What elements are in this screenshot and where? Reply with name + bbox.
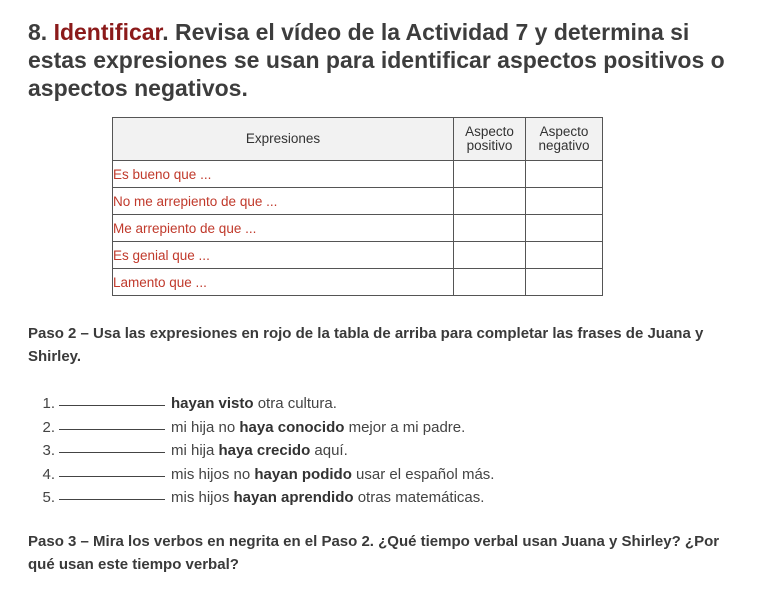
answer-blank[interactable] [59, 438, 165, 453]
item-number: 5. [42, 489, 55, 506]
activity-keyword: Identificar [53, 19, 163, 45]
activity-heading [28, 18, 748, 102]
header-aspecto-positivo [454, 118, 526, 161]
list-item [28, 415, 494, 439]
item-post: aquí. [310, 442, 348, 459]
expression-cell: Es bueno que ... [113, 161, 454, 188]
item-post: usar el español más. [351, 465, 495, 483]
answer-blank[interactable] [59, 415, 165, 430]
answer-blank[interactable] [59, 485, 165, 500]
table-row [113, 161, 603, 188]
negativo-cell[interactable] [526, 215, 603, 242]
list-item [28, 438, 494, 462]
header-aspecto-negativo [526, 118, 603, 161]
item-number: 4. [42, 465, 55, 483]
list-item [28, 391, 494, 415]
table-row [113, 215, 603, 242]
paso-2-instructions: Paso 2 – Usa las expresiones en rojo de la tabla de arriba para completar las frases de Juana y Shirley. [28, 325, 704, 365]
item-pre: mi hija no [171, 418, 240, 436]
expression-cell: No me arrepiento de que ... [113, 188, 454, 215]
item-post: mejor a mi padre. [344, 418, 466, 436]
item-number: 1. [42, 395, 55, 412]
positivo-cell[interactable] [454, 161, 526, 188]
table-row [113, 242, 603, 269]
header-positivo-line2: positivo [466, 138, 513, 153]
activity-instructions: . Revisa el vídeo de la Actividad 7 y determina si estas expresiones se usan para identificar aspectos positivos o aspectos negativos. [28, 19, 725, 101]
item-pre: mi hija [171, 442, 219, 459]
header-negativo-line2: negativo [538, 138, 590, 153]
header-positivo-line1: Aspecto [465, 124, 514, 139]
negativo-cell[interactable] [526, 188, 603, 215]
positivo-cell[interactable] [454, 215, 526, 242]
item-pre: mis hijos no [171, 465, 255, 483]
item-number: 2. [42, 418, 55, 436]
negativo-cell[interactable] [526, 161, 603, 188]
list-item [28, 462, 494, 486]
activity [28, 18, 748, 102]
item-verb: hayan visto [171, 395, 254, 412]
positivo-cell[interactable] [454, 269, 526, 296]
expression-cell: Es genial que ... [113, 242, 454, 269]
expressions-table [112, 117, 603, 296]
item-verb: hayan aprendido [233, 489, 354, 506]
table-row [113, 269, 603, 296]
item-verb: hayan podido [254, 465, 352, 483]
expression-cell: Me arrepiento de que ... [113, 215, 454, 242]
item-post: otras matemáticas. [353, 489, 485, 506]
item-pre: mis hijos [171, 489, 234, 506]
sentence-list [28, 391, 494, 509]
list-item [28, 485, 494, 509]
negativo-cell[interactable] [526, 269, 603, 296]
positivo-cell[interactable] [454, 188, 526, 215]
answer-blank[interactable] [59, 391, 165, 406]
item-number: 3. [42, 442, 55, 459]
table-row [113, 188, 603, 215]
paso-3-instructions: Paso 3 – Mira los verbos en negrita en el Paso 2. ¿Qué tiempo verbal usan Juana y Shirley? ¿Por qué usan este tiempo verbal? [28, 533, 720, 573]
item-verb: haya crecido [218, 442, 311, 459]
negativo-cell[interactable] [526, 242, 603, 269]
header-negativo-line1: Aspecto [539, 124, 589, 139]
positivo-cell[interactable] [454, 242, 526, 269]
item-verb: haya conocido [239, 418, 345, 436]
expression-cell: Lamento que ... [113, 269, 454, 296]
activity-number: 8. [28, 19, 48, 45]
table-header-row [113, 118, 603, 161]
item-post: otra cultura. [253, 395, 337, 412]
answer-blank[interactable] [59, 462, 165, 477]
header-expresiones: Expresiones [113, 118, 454, 161]
